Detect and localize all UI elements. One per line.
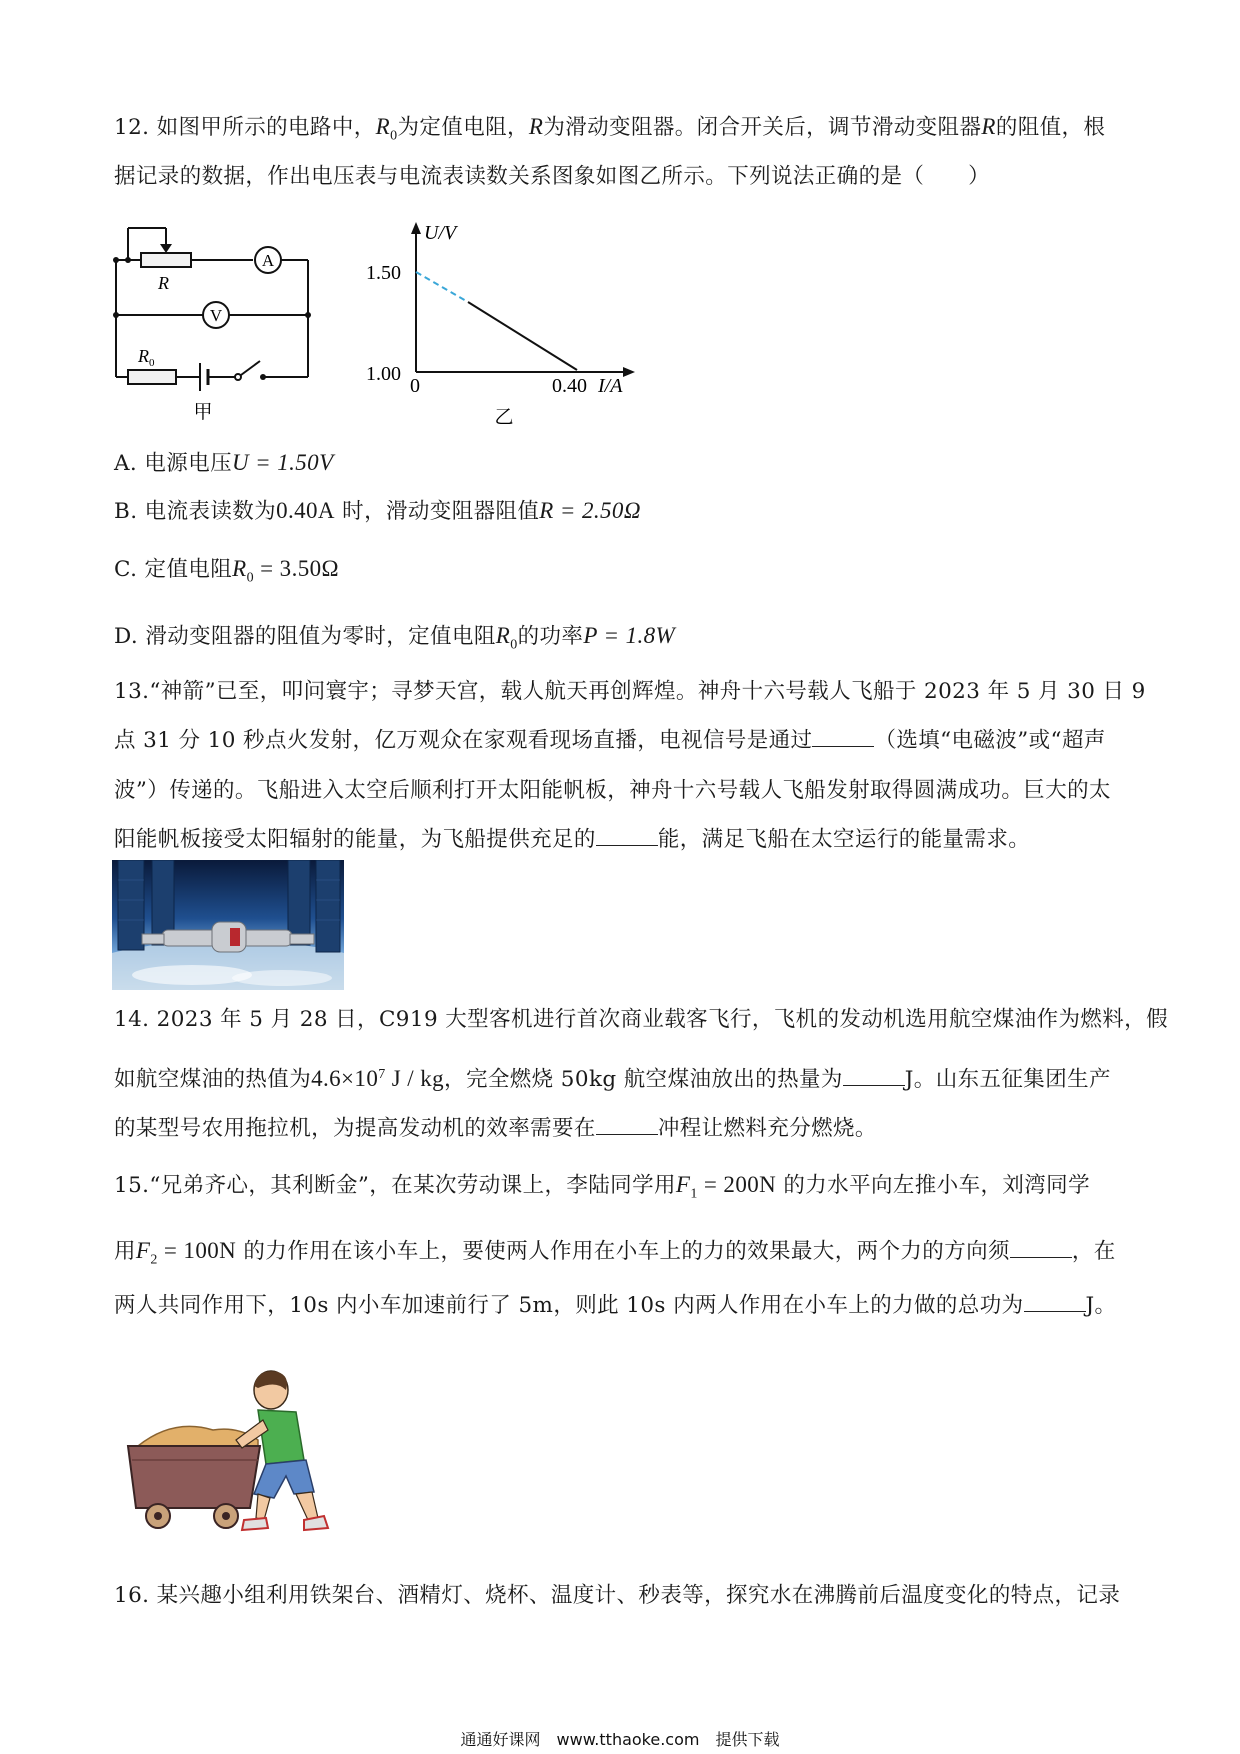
y-tick-top: 1.50 — [366, 262, 401, 284]
option-a: A. 电源电压U = 1.50V — [114, 450, 334, 476]
voltmeter-label: V — [209, 306, 223, 325]
q12-line-1: 12. 如图甲所示的电路中，$R_0$为定值电阻，R为滑动变阻器。闭合开关后，调节滑动变阻器R的阻值，根 — [114, 114, 1106, 144]
q13-line-3: 波”）传递的。飞船进入太空后顺利打开太阳能帆板，神舟十六号载人飞船发射取得圆满成功。巨大的太 — [114, 778, 1111, 803]
ui-graph — [362, 220, 642, 430]
circuit-caption: 甲 — [193, 401, 213, 423]
r0-symbol: R — [375, 114, 391, 139]
q15-line-2: 用$F_2 = 100N$ 的力作用在该小车上，要使两人作用在小车上的力的效果最大，两个力的方向须 ，在 — [114, 1238, 1116, 1268]
space-station-photo — [112, 860, 344, 990]
rheostat-label: R — [158, 273, 169, 293]
resistor-label: $R_0$ — [138, 346, 155, 369]
answer-blank — [596, 1116, 658, 1135]
circuit-diagram — [108, 215, 323, 425]
answer-blank — [812, 728, 874, 747]
graph-caption: 乙 — [494, 406, 514, 428]
ammeter-label: A — [261, 251, 275, 270]
option-d: D. 滑动变阻器的阻值为零时，定值电阻$R_0$的功率P = 1.8W — [114, 623, 676, 653]
ui-line-measured — [468, 302, 577, 370]
q12-line-2: 据记录的数据，作出电压表与电流表读数关系图象如图乙所示。下列说法正确的是（ ） — [114, 164, 991, 189]
answer-blank — [1010, 1239, 1072, 1258]
answer-blank — [843, 1067, 905, 1086]
q15-line-3: 两人共同作用下，10s 内小车加速前行了 5m，则此 10s 内两人作用在小车上的力做的总功为 J。 — [114, 1293, 1117, 1318]
q15-line-1: 15.“兄弟齐心，其利断金”，在某次劳动课上，李陆同学用$F_1 = 200N$ 的力水平向左推小车，刘湾同学 — [114, 1172, 1090, 1202]
q14-line-1: 14. 2023 年 5 月 28 日，C919 大型客机进行首次商业载客飞行，飞机的发动机选用航空煤油作为燃料，假 — [114, 1007, 1168, 1032]
option-b: B. 电流表读数为0.40A 时，滑动变阻器阻值R = 2.50Ω — [114, 498, 641, 524]
origin-label: 0 — [410, 375, 420, 397]
q16-line-1: 16. 某兴趣小组利用铁架台、酒精灯、烧杯、温度计、秒表等，探究水在沸腾前后温度变化的特点，记录 — [114, 1583, 1121, 1608]
q13-line-2: 点 31 分 10 秒点火发射，亿万观众在家观看现场直播，电视信号是通过 （选填“电磁波”或“超声 — [114, 728, 1106, 753]
x-tick: 0.40 — [552, 375, 587, 397]
page-footer: 通通好课网 www.tthaoke.com 提供下载 — [460, 1730, 780, 1749]
boy-pushing-cart-illustration — [118, 1368, 368, 1540]
answer-blank — [1024, 1293, 1086, 1312]
y-axis-label: U/V — [424, 222, 457, 244]
q13-line-1: 13.“神箭”已至，叩问寰宇；寻梦天宫，载人航天再创辉煌。神舟十六号载人飞船于 2023 年 5 月 30 日 9 — [114, 679, 1146, 704]
q14-line-3: 的某型号农用拖拉机，为提高发动机的效率需要在 冲程让燃料充分燃烧。 — [114, 1116, 877, 1141]
y-tick-bottom: 1.00 — [366, 363, 401, 385]
ui-line-extrapolated — [416, 272, 468, 302]
q14-line-2: 如航空煤油的热值为$4.6\times 10^7$ J / kg，完全燃烧 50kg 航空煤油放出的热量为 J。山东五征集团生产 — [114, 1066, 1111, 1093]
option-c: C. 定值电阻$R_0 = 3.50\Omega$ — [114, 556, 340, 586]
x-axis-label: I/A — [598, 375, 623, 397]
q13-line-4: 阳能帆板接受太阳辐射的能量，为飞船提供充足的 能，满足飞船在太空运行的能量需求。 — [114, 827, 1031, 852]
r-symbol: R — [528, 114, 544, 139]
answer-blank — [596, 827, 658, 846]
